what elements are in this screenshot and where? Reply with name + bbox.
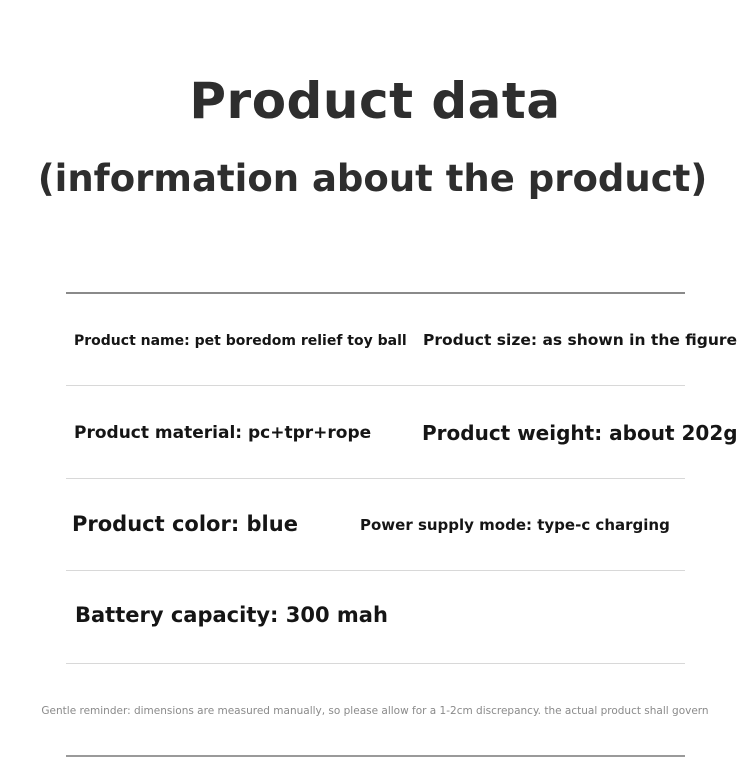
spec-product-material: Product material: pc+tpr+rope [74,423,372,443]
page-title: Product data [189,72,561,130]
row-divider [66,478,685,479]
spec-battery-capacity: Battery capacity: 300 mah [75,603,388,627]
spec-product-name: Product name: pet boredom relief toy ball [74,333,407,349]
spec-product-weight: Product weight: about 202g [422,421,738,445]
row-divider [66,385,685,386]
spec-product-size: Product size: as shown in the figure [423,331,738,349]
gentle-reminder: Gentle reminder: dimensions are measured manually, so please allow for a 1-2cm discrepancy. the actual product shall govern [41,705,709,717]
row-divider [66,570,685,571]
top-divider [66,292,685,294]
spec-product-color: Product color: blue [72,512,298,536]
row-divider [66,663,685,664]
bottom-divider [66,755,685,757]
page-subtitle: (information about the product) [37,157,708,200]
spec-power-supply: Power supply mode: type-c charging [360,516,670,534]
